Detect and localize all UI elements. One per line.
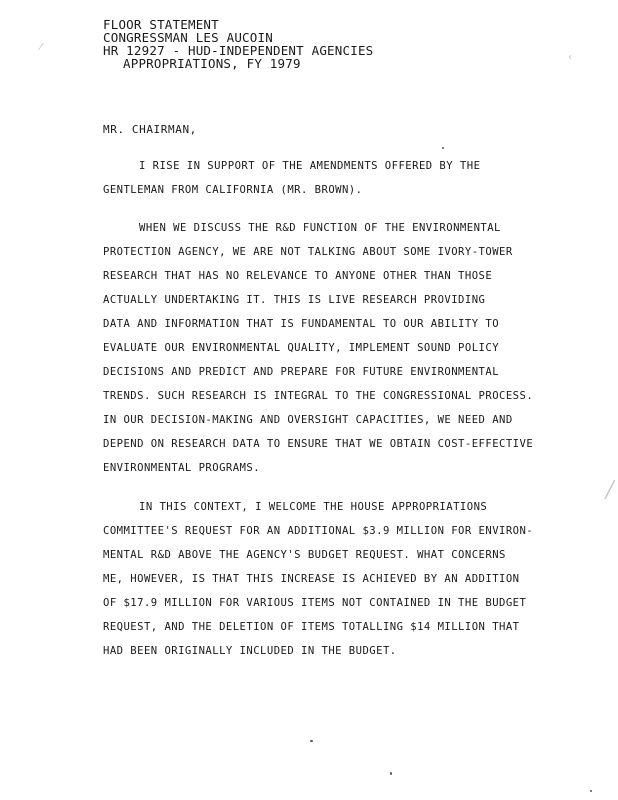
scan-speck [442,147,444,149]
paragraph-line: ENVIRONMENTAL PROGRAMS. [103,462,261,474]
paragraph-line: PROTECTION AGENCY, WE ARE NOT TALKING ABOUT SOME IVORY-TOWER [103,246,513,258]
paragraph-line: RESEARCH THAT HAS NO RELEVANCE TO ANYONE OTHER THAN THOSE [103,270,493,282]
header-title: FLOOR STATEMENT [103,17,219,32]
salutation: MR. CHAIRMAN, [103,123,197,136]
paragraph-line: IN THIS CONTEXT, I WELCOME THE HOUSE APPROPRIATIONS [139,501,488,513]
paragraph-line: I RISE IN SUPPORT OF THE AMENDMENTS OFFERED BY THE [139,160,481,172]
header-appropriations: APPROPRIATIONS, FY 1979 [123,56,301,71]
paragraph-line: DATA AND INFORMATION THAT IS FUNDAMENTAL TO OUR ABILITY TO [103,318,500,330]
paragraph-1 [103,154,581,202]
header-bill: HR 12927 - HUD-INDEPENDENT AGENCIES [103,43,374,58]
paragraph-line: ACTUALLY UNDERTAKING IT. THIS IS LIVE RESEARCH PROVIDING [103,294,486,306]
paragraph-line: WHEN WE DISCUSS THE R&D FUNCTION OF THE ENVIRONMENTAL [139,222,501,234]
paragraph-line: GENTLEMAN FROM CALIFORNIA (MR. BROWN). [103,184,363,196]
paragraph-line: COMMITTEE'S REQUEST FOR AN ADDITIONAL $3.9 MILLION FOR ENVIRON- [103,525,534,537]
paragraph-line: DECISIONS AND PREDICT AND PREPARE FOR FUTURE ENVIRONMENTAL [103,366,500,378]
scan-speck [390,772,392,775]
paragraph-line: IN OUR DECISION-MAKING AND OVERSIGHT CAPACITIES, WE NEED AND [103,414,513,426]
paragraph-line: ME, HOWEVER, IS THAT THIS INCREASE IS ACHIEVED BY AN ADDITION [103,573,520,585]
scan-speck [590,790,592,792]
paragraph-line: MENTAL R&D ABOVE THE AGENCY'S BUDGET REQUEST. WHAT CONCERNS [103,549,506,561]
paragraph-line: REQUEST, AND THE DELETION OF ITEMS TOTALLING $14 MILLION THAT [103,621,520,633]
paragraph-line: DEPEND ON RESEARCH DATA TO ENSURE THAT WE OBTAIN COST-EFFECTIVE [103,438,534,450]
paragraph-3 [103,495,581,663]
statement-header [103,18,373,70]
scan-mark: ╱ [605,480,615,499]
scan-mark: ⁄ [40,42,42,53]
paragraph-2 [103,216,581,480]
header-congressman: CONGRESSMAN LES AUCOIN [103,30,273,45]
paragraph-line: HAD BEEN ORIGINALLY INCLUDED IN THE BUDGET. [103,645,397,657]
scan-mark: ‹ [568,52,572,63]
scan-speck [310,740,313,742]
paragraph-line: EVALUATE OUR ENVIRONMENTAL QUALITY, IMPLEMENT SOUND POLICY [103,342,500,354]
paragraph-line: TRENDS. SUCH RESEARCH IS INTEGRAL TO THE CONGRESSIONAL PROCESS. [103,390,534,402]
paragraph-line: OF $17.9 MILLION FOR VARIOUS ITEMS NOT CONTAINED IN THE BUDGET [103,597,527,609]
